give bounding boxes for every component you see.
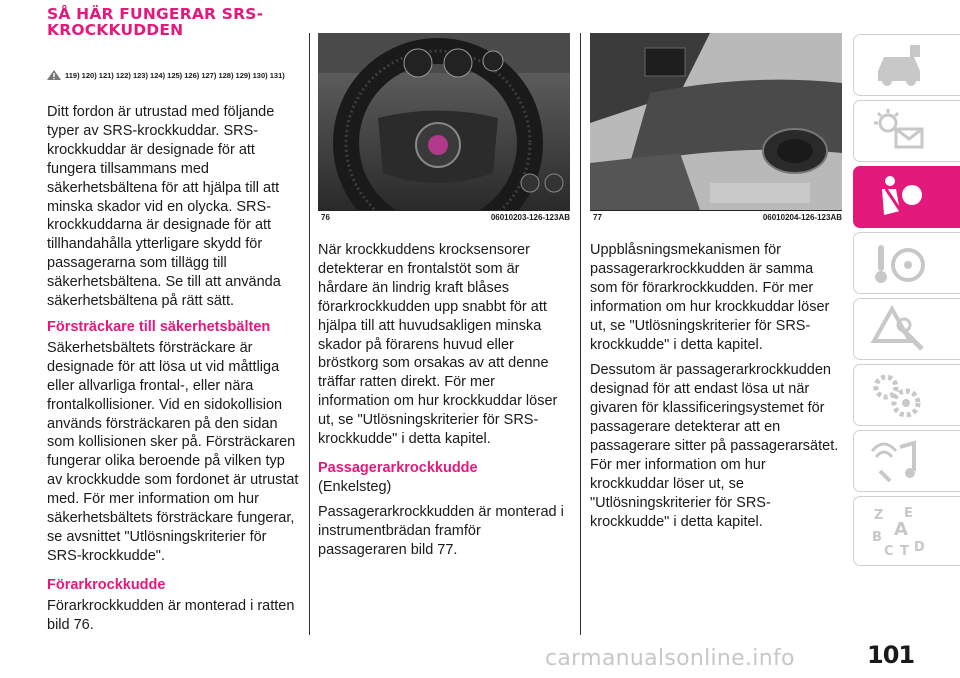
figure-76-steering-wheel <box>318 33 570 211</box>
svg-text:A: A <box>894 519 908 540</box>
pretensioner-paragraph: Säkerhetsbältets försträckare är designade för att lösa ut vid måttliga eller allvarliga frontal-, eller nära frontalkollisioner. Vid en sidokollision används försträckaren på den sidan som kollisionen sker på. Försträckaren fungerar olika beroende på vilken typ av krockkudde som fordonet är utrustat med. För mer information om hur säkerhetsbältets försträckare fungerar, se avsnittet "Utlösningskriterier för SRS-krockkudde". <box>47 339 299 564</box>
column-divider <box>309 33 310 635</box>
warning-refs-text: 119) 120) 121) 122) 123) 124) 125) 126) 127) 128) 129) 130) 131) <box>65 71 285 80</box>
svg-text:E: E <box>904 506 913 521</box>
watermark: carmanualsonline.info <box>545 646 795 671</box>
intro-paragraph: Ditt fordon är utrustad med följande typer av SRS-krockkuddar. SRS-krockkuddar är designade för att fungera tillsammans med säkerhetsbältena för att hjälpa till att minska skador vid en olycka. SRS-krockkuddarna är designade för att tillhandahålla ytterligare skydd för passagerarna som tillägg till säkerhetsbältena. Se till att använda säkerhetsbältena på rätt sätt. <box>47 104 281 310</box>
column-2 <box>318 241 570 560</box>
svg-text:D: D <box>914 540 925 555</box>
classification-paragraph: Dessutom är passagerarkrockkudden designad för att endast lösa ut när givaren för klassificeringsystemet för passagerare detekterar att en passagerare sitter på passagerarsätet. För mer information om hur krockkuddar löser ut, se "Utlösningskriterier för SRS-krockkudde" i detta kapitel. <box>590 362 839 530</box>
sensor-paragraph: När krockkuddens krocksensorer detekterar en frontalstöt som är hårdare än lindrig kraft blåses förarkrockkudden upp snabbt för att hjälpa till att huvudsakligen minska skador på förarens huvud eller bröstkorg som orsakas av att denne träffar ratten direkt. För mer information om hur krockkuddar löser ut, se "Utlösningskriterier för SRS-krockkudde" i detta kapitel. <box>318 242 558 448</box>
tab-emergency[interactable] <box>853 298 960 360</box>
column-divider <box>580 33 581 635</box>
index-icon <box>870 503 930 559</box>
tab-starting-driving[interactable] <box>853 232 960 294</box>
emergency-icon <box>870 305 930 353</box>
multimedia-icon <box>870 437 930 485</box>
figure-number: 76 <box>321 213 330 222</box>
inflation-paragraph: Uppblåsningsmekanismen för passagerarkrockkudden är samma som för förarkrockkudden. För mer information om hur krockkuddar löser ut, se "Utlösningskriterier för SRS-krockkudde" i detta kapitel. <box>590 242 830 353</box>
svg-text:T: T <box>900 544 909 559</box>
svg-text:C: C <box>884 544 894 559</box>
figure-code: 06010204-126-123AB <box>762 213 842 222</box>
warning-references <box>47 70 297 82</box>
driver-airbag-heading: Förarkrockkudde <box>47 576 166 593</box>
dashboard-lights-icon <box>870 107 930 155</box>
maintenance-icon <box>870 371 930 419</box>
figure-code: 06010203-126-123AB <box>490 213 570 222</box>
figure-number: 77 <box>593 213 602 222</box>
pretensioner-heading: Försträckare till säkerhetsbälten <box>47 318 271 335</box>
section-title: SÅ HÄR FUNGERAR SRS-KROCKKUDDEN <box>47 5 264 39</box>
driver-airbag-paragraph: Förarkrockkudden är monterad i ratten bild 76. <box>47 597 295 633</box>
svg-text:Z: Z <box>874 508 884 523</box>
column-3 <box>590 241 842 532</box>
tab-multimedia[interactable] <box>853 430 960 492</box>
starting-driving-icon <box>870 239 930 287</box>
tab-safety-airbag[interactable] <box>853 166 960 228</box>
passenger-airbag-paragraph: Passagerarkrockkudden är monterad i instrumentbrädan framför passageraren bild 77. <box>318 503 564 558</box>
tab-dashboard-lights[interactable] <box>853 100 960 162</box>
passenger-airbag-subheading: (Enkelsteg) <box>318 478 392 495</box>
passenger-airbag-heading: Passagerarkrockkudde <box>318 459 478 476</box>
column-1 <box>47 103 299 634</box>
svg-text:B: B <box>872 530 882 545</box>
tab-maintenance[interactable] <box>853 364 960 426</box>
tab-index[interactable] <box>853 496 960 566</box>
airbag-safety-icon <box>870 173 930 221</box>
figure-77-dashboard <box>590 33 842 211</box>
warning-triangle-icon <box>47 70 61 80</box>
tab-car-overview[interactable] <box>853 34 960 96</box>
page-number: 101 <box>867 641 915 669</box>
car-overview-icon <box>870 41 930 89</box>
